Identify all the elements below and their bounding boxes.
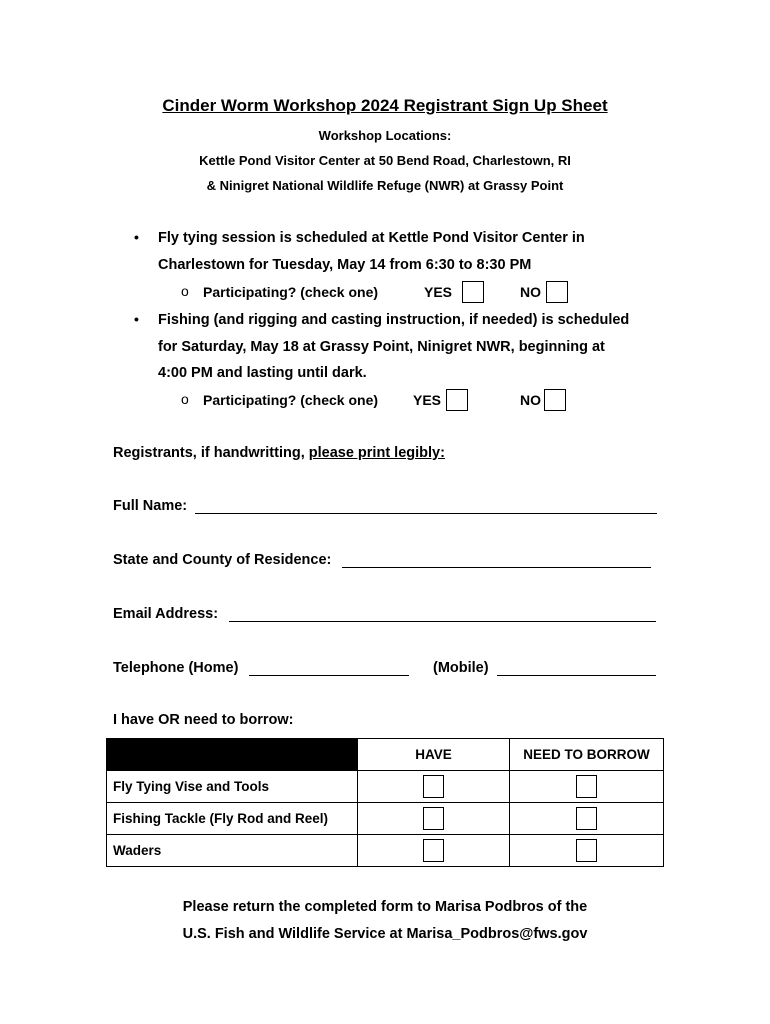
footer-line-2: U.S. Fish and Wildlife Service at Marisa_Podbros@fws.gov [182, 926, 588, 942]
full-name-field[interactable] [195, 513, 657, 514]
session-1-yes-label: YES [424, 284, 453, 300]
table-row [107, 771, 664, 803]
print-legibly-text: please print legibly: [308, 445, 445, 461]
email-field[interactable] [229, 621, 656, 622]
vise-borrow-checkbox[interactable] [576, 775, 597, 798]
table-row [107, 803, 664, 835]
table-header-row [107, 739, 664, 771]
session-2-question: Participating? (check one) [203, 392, 379, 408]
session-1-no-checkbox[interactable] [546, 281, 568, 303]
equipment-table [106, 738, 664, 867]
phone-mobile-label: (Mobile) [433, 660, 489, 676]
registrants-intro-text: Registrants, if handwritting, [113, 445, 305, 461]
sub-bullet-icon: o [181, 283, 189, 299]
session-1-yes-checkbox[interactable] [462, 281, 484, 303]
bullet-icon: • [134, 229, 139, 245]
session-2-line-3: 4:00 PM and lasting until dark. [158, 365, 367, 381]
session-2-yes-label: YES [413, 392, 442, 408]
session-2-yes-checkbox[interactable] [446, 389, 468, 411]
session-2-no-checkbox[interactable] [544, 389, 566, 411]
email-label: Email Address: [113, 606, 219, 622]
phone-home-label: Telephone (Home) [113, 660, 239, 676]
item-label: Fishing Tackle (Fly Rod and Reel) [107, 803, 358, 835]
full-name-label: Full Name: [113, 498, 188, 514]
location-1: Kettle Pond Visitor Center at 50 Bend Road, Charlestown, RI [199, 153, 571, 168]
state-county-label: State and County of Residence: [113, 552, 332, 568]
tackle-have-checkbox[interactable] [423, 807, 444, 830]
vise-have-checkbox[interactable] [423, 775, 444, 798]
session-1-line-1: Fly tying session is scheduled at Kettle Pond Visitor Center in [158, 230, 585, 246]
have-column-header: HAVE [358, 739, 510, 771]
phone-home-field[interactable] [249, 675, 409, 676]
waders-have-checkbox[interactable] [423, 839, 444, 862]
session-2-no-label: NO [520, 392, 541, 408]
registrants-intro [113, 445, 445, 461]
table-row [107, 835, 664, 867]
waders-borrow-checkbox[interactable] [576, 839, 597, 862]
locations-label: Workshop Locations: [318, 128, 452, 143]
state-county-field[interactable] [342, 567, 651, 568]
session-1-no-label: NO [520, 284, 541, 300]
form-title: Cinder Worm Workshop 2024 Registrant Sign Up Sheet [162, 96, 608, 115]
equipment-intro: I have OR need to borrow: [113, 712, 294, 728]
item-label: Waders [107, 835, 358, 867]
sub-bullet-icon: o [181, 391, 189, 407]
borrow-column-header: NEED TO BORROW [510, 739, 664, 771]
phone-mobile-field[interactable] [497, 675, 656, 676]
location-2: & Ninigret National Wildlife Refuge (NWR) at Grassy Point [206, 178, 564, 193]
session-2-line-2: for Saturday, May 18 at Grassy Point, Ninigret NWR, beginning at [158, 339, 605, 355]
footer-line-1: Please return the completed form to Marisa Podbros of the [182, 899, 588, 915]
session-1-question: Participating? (check one) [203, 284, 379, 300]
header-blank-cell [107, 739, 358, 771]
bullet-icon: • [134, 311, 139, 327]
tackle-borrow-checkbox[interactable] [576, 807, 597, 830]
item-label: Fly Tying Vise and Tools [107, 771, 358, 803]
session-2-line-1: Fishing (and rigging and casting instruction, if needed) is scheduled [158, 312, 630, 328]
session-1-line-2: Charlestown for Tuesday, May 14 from 6:30 to 8:30 PM [158, 257, 532, 273]
